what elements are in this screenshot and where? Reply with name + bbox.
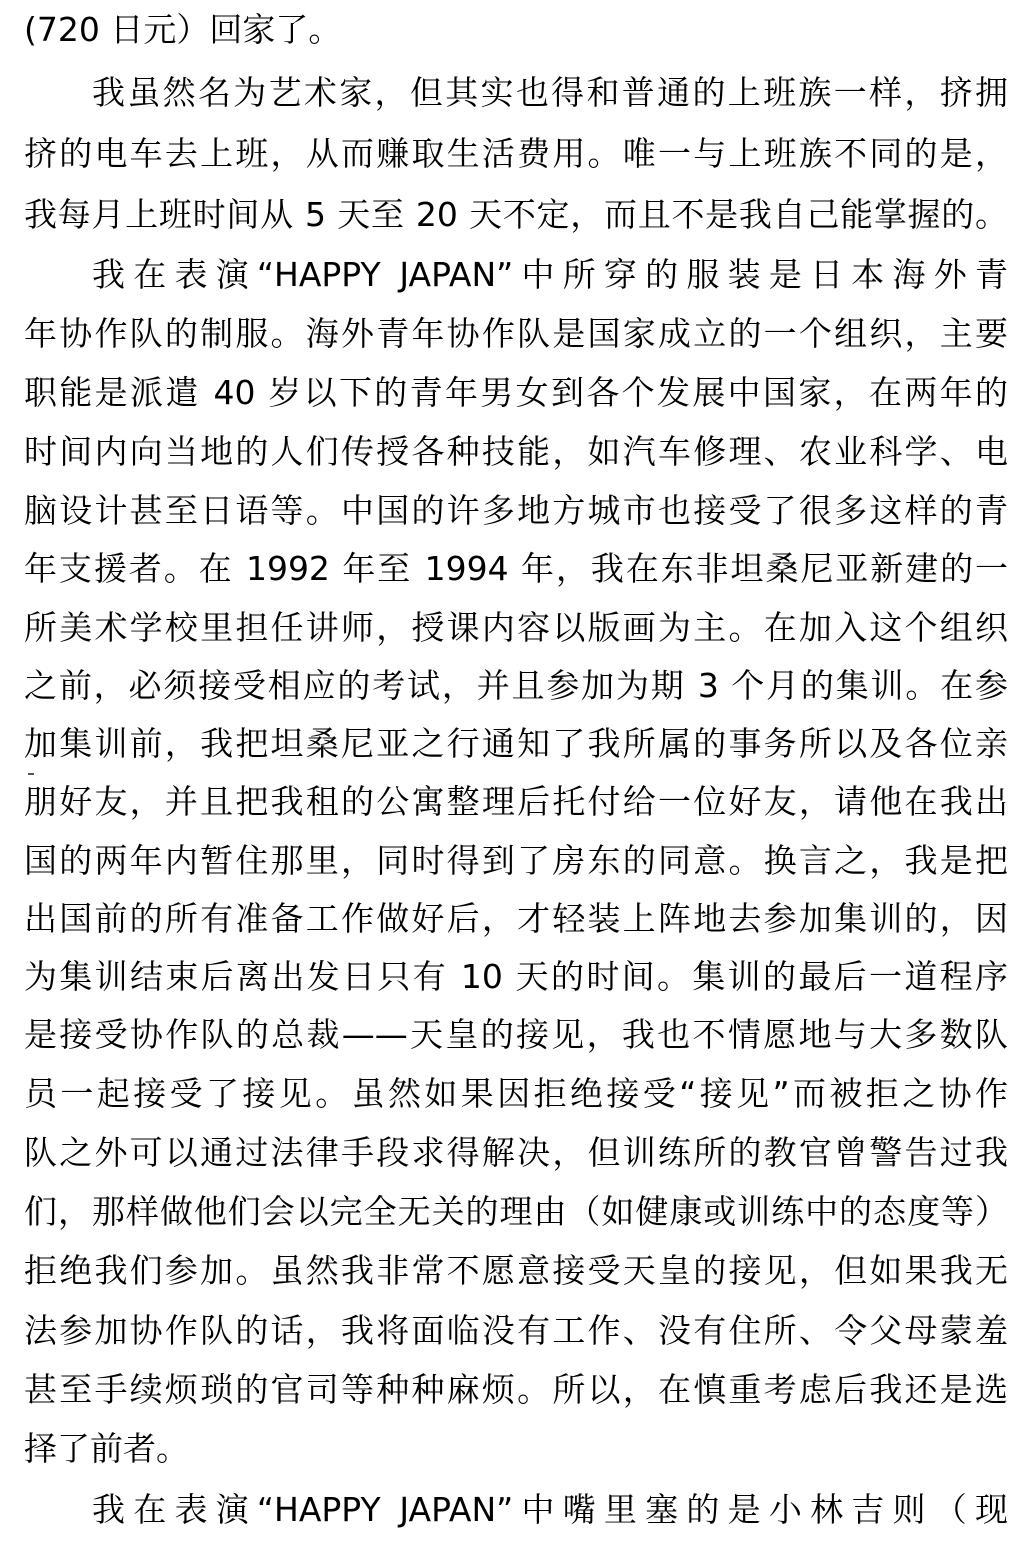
text-line: 职能是派遣 40 岁以下的青年男女到各个发展中国家，在两年的 [24,373,1008,412]
text-line: 法参加协作队的话，我将面临没有工作、没有住所、令父母蒙羞 [24,1311,1008,1350]
paragraph-start-line: 我在表演“HAPPY JAPAN”中所穿的服装是日本海外青 [92,255,1008,294]
text-line: 择了前者。 [24,1429,189,1468]
scan-speck [28,773,34,775]
text-line: 拒绝我们参加。虽然我非常不愿意接受天皇的接见，但如果我无 [24,1251,1008,1290]
text-line: 出国前的所有准备工作做好后，才轻装上阵地去参加集训的，因 [24,899,1008,938]
text-line: 脑设计甚至日语等。中国的许多地方城市也接受了很多这样的青 [24,491,1008,530]
paragraph-start-line: 我虽然名为艺术家，但其实也得和普通的上班族一样，挤拥 [92,73,1008,112]
text-line: 我每月上班时间从 5 天至 20 天不定，而且不是我自己能掌握的。 [24,195,1008,234]
text-line: 甚至手续烦琐的官司等种种麻烦。所以，在慎重考虑后我还是选 [24,1370,1008,1409]
text-line: 国的两年内暂住那里，同时得到了房东的同意。换言之，我是把 [24,841,1008,880]
paragraph-start-line: 我在表演“HAPPY JAPAN”中嘴里塞的是小林吉则（现 [92,1490,1008,1529]
text-line: 朋好友，并且把我租的公寓整理后托付给一位好友，请他在我出 [24,782,1008,821]
text-line: 挤的电车去上班，从而赚取生活费用。唯一与上班族不同的是， [24,134,1008,173]
text-line: 年协作队的制服。海外青年协作队是国家成立的一个组织，主要 [24,314,1008,353]
text-line: 所美术学校里担任讲师，授课内容以版画为主。在加入这个组织 [24,608,1008,647]
text-line: 是接受协作队的总裁——天皇的接见，我也不情愿地与大多数队 [24,1015,1008,1054]
text-line: 为集训结束后离出发日只有 10 天的时间。集训的最后一道程序 [24,957,1008,996]
text-line: 队之外可以通过法律手段求得解决，但训练所的教官曾警告过我 [24,1133,1008,1172]
text-line: 员一起接受了接见。虽然如果因拒绝接受“接见”而被拒之协作 [24,1074,1008,1113]
text-line: 时间内向当地的人们传授各种技能，如汽车修理、农业科学、电 [24,432,1008,471]
text-line: 们，那样做他们会以完全无关的理由（如健康或训练中的态度等） [24,1192,1008,1231]
text-line: 加集训前，我把坦桑尼亚之行通知了我所属的事务所以及各位亲 [24,724,1008,763]
text-line: 之前，必须接受相应的考试，并且参加为期 3 个月的集训。在参 [24,666,1008,705]
text-line: (720 日元）回家了。 [24,10,342,49]
text-line: 年支援者。在 1992 年至 1994 年，我在东非坦桑尼亚新建的一 [24,549,1008,588]
